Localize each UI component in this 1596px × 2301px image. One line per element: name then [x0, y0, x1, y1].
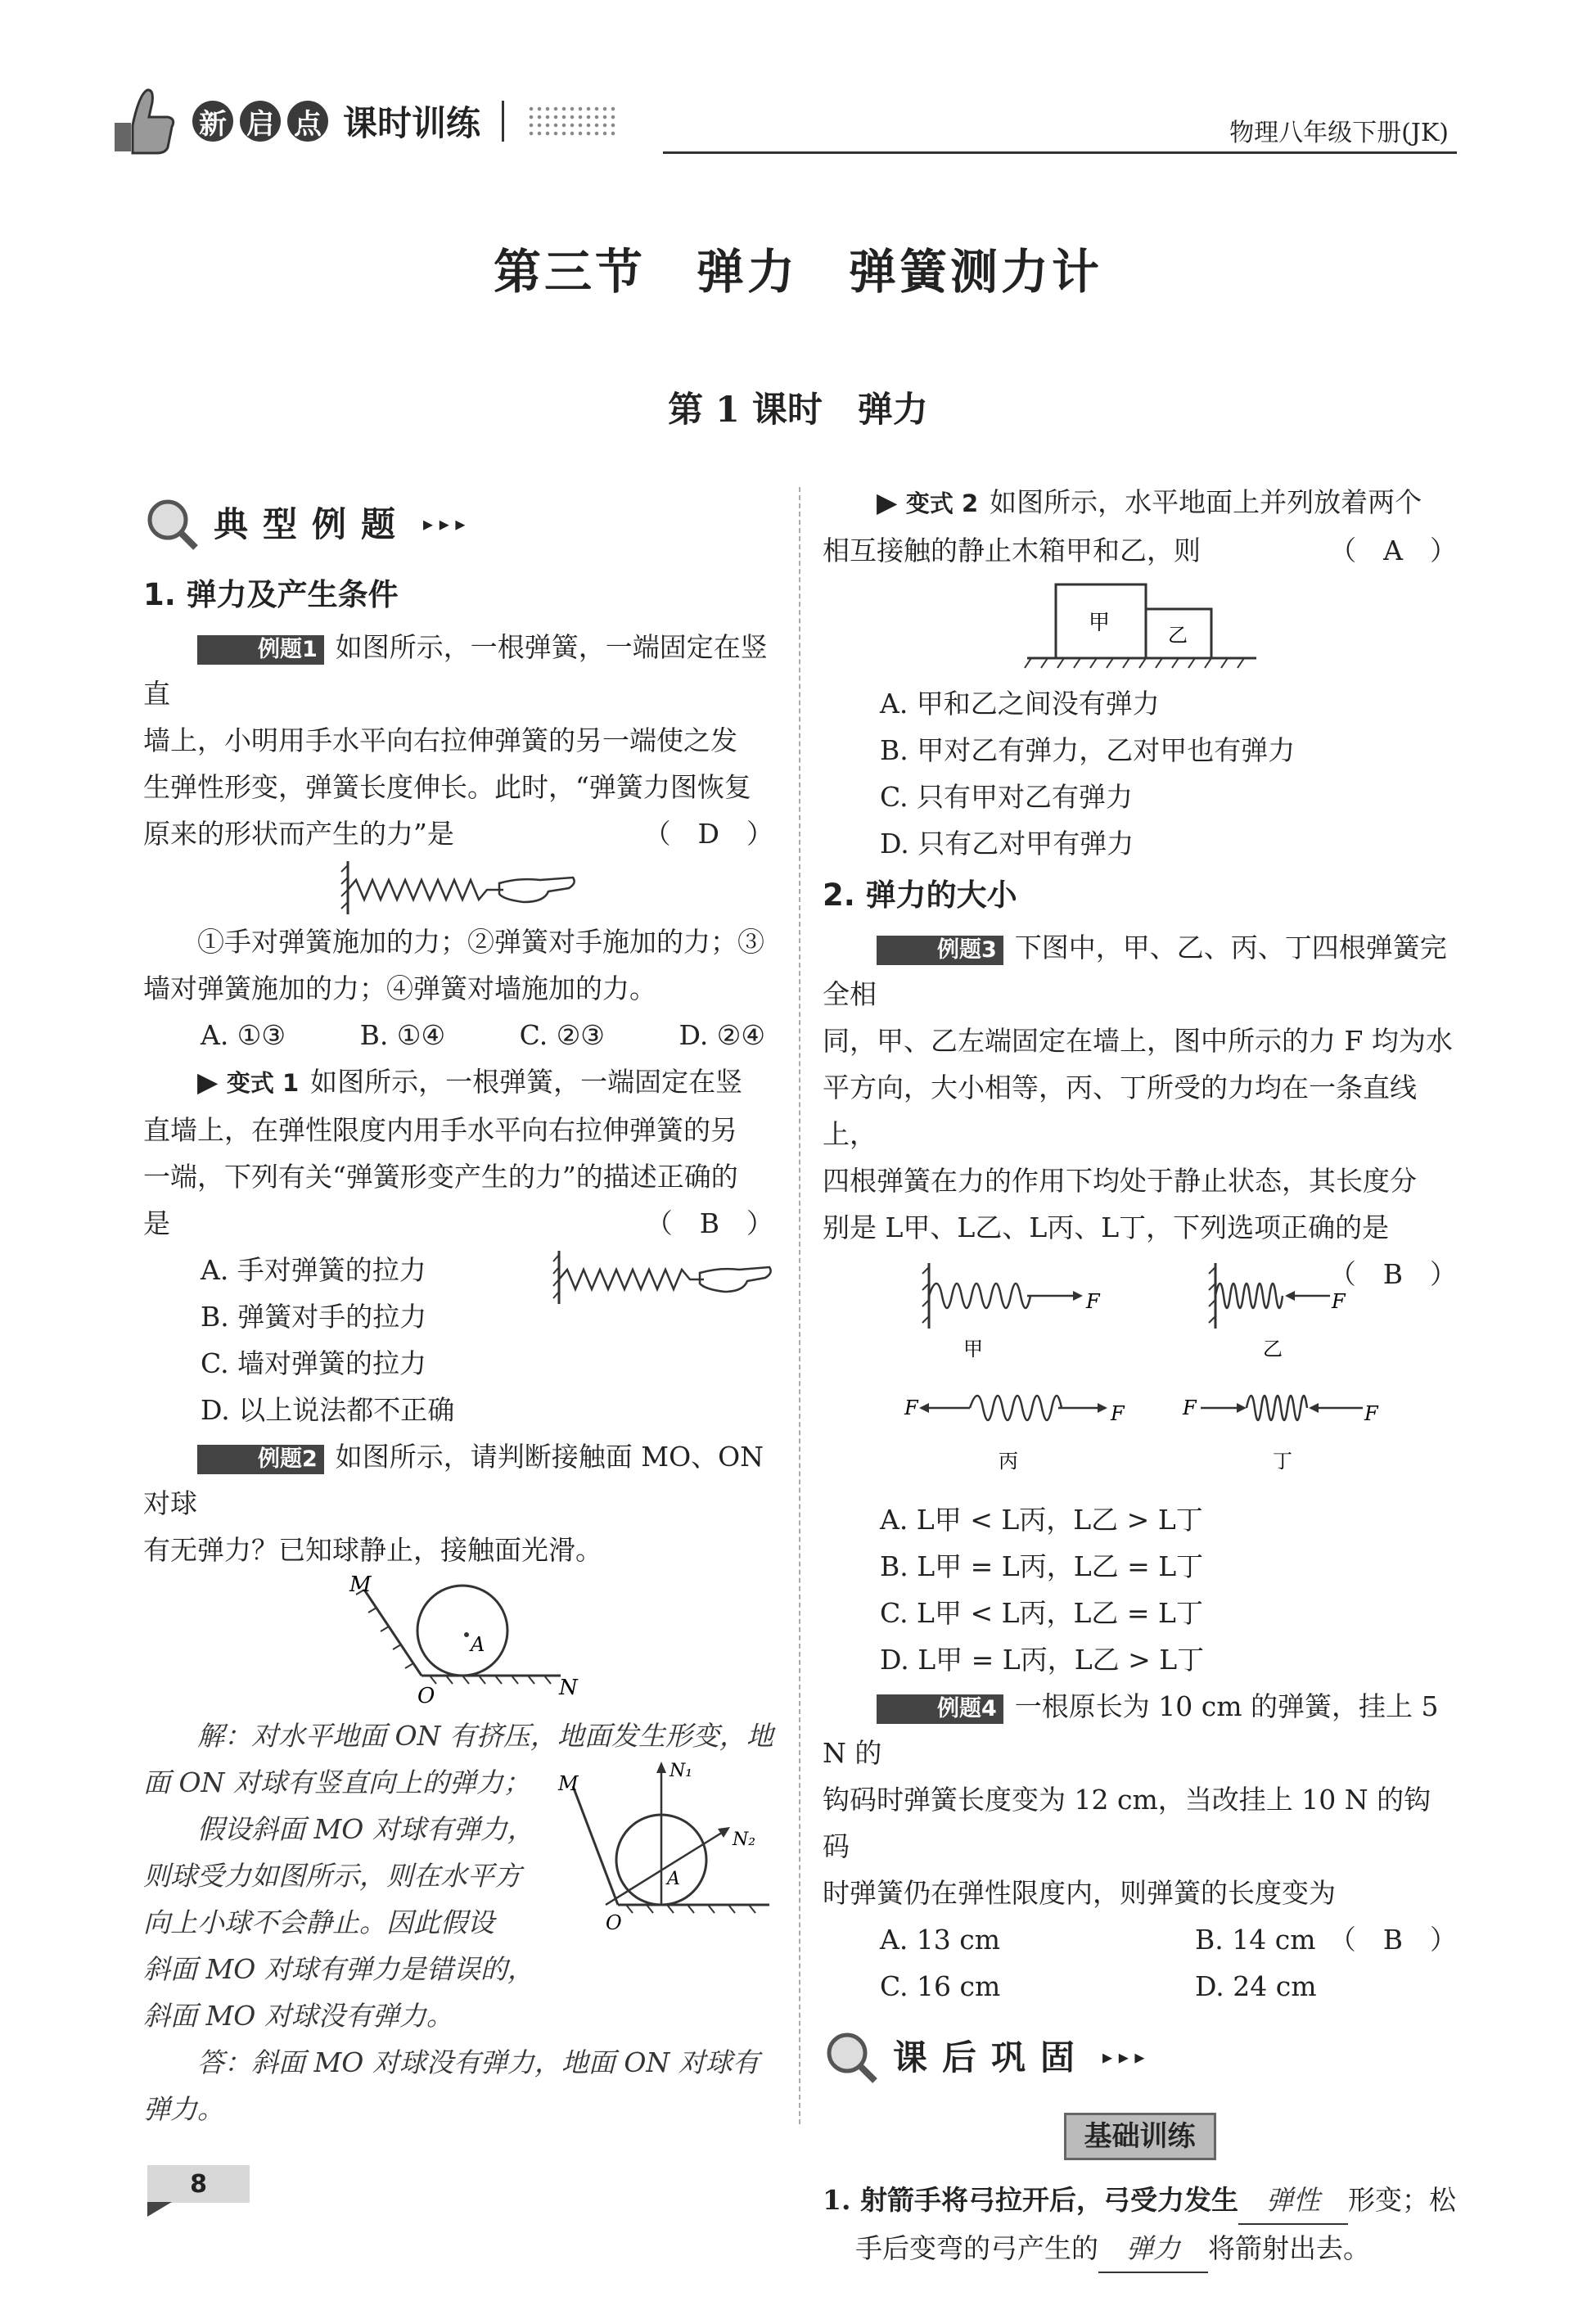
option: C. L甲 < L丙，L乙 = L丁: [880, 1597, 1203, 1629]
example-tag: 例题3: [877, 936, 1003, 965]
option: A. 手对弹簧的拉力: [201, 1254, 426, 1286]
example-4-line: 时弹簧仍在弹性限度内，则弹簧的长度变为 （ B ）: [823, 1870, 1457, 1916]
variant-1-options: [143, 1247, 773, 1433]
option: A. 甲和乙之间没有弹力: [880, 688, 1160, 720]
answer: （ B ）: [1328, 1924, 1457, 1956]
svg-text:F: F: [904, 1396, 918, 1419]
left-column: [143, 491, 773, 2132]
right-column: [823, 479, 1457, 2273]
brand-char-2: 启: [240, 101, 281, 142]
option: C. 只有甲对乙有弹力: [880, 781, 1134, 813]
svg-text:F: F: [1086, 1290, 1100, 1313]
answer-blank: 弹力: [1098, 2225, 1208, 2273]
section-header-review: [823, 2016, 1457, 2098]
option: D. 只有乙对甲有弹力: [880, 828, 1134, 859]
answer-blank: 弹性: [1238, 2177, 1348, 2225]
svg-text:N: N: [559, 1676, 578, 1700]
option: D. 以上说法都不正确: [201, 1394, 455, 1426]
svg-text:F: F: [1332, 1290, 1346, 1313]
example-tag: 例题4: [877, 1694, 1003, 1724]
example-3-line: 平方向，大小相等，丙、丁所受的力均在一条直线上，: [823, 1072, 1417, 1150]
column-divider: [799, 487, 800, 2124]
example-1-line: 墙上，小明用手水平向右拉伸弹簧的另一端使之发: [143, 724, 737, 756]
answer: （ B ）: [1328, 1258, 1457, 1290]
option: A. L甲 < L丙，L乙 > L丁: [880, 1504, 1203, 1536]
svg-text:丙: 丙: [999, 1450, 1018, 1473]
variant-1-line: 直墙上，在弹性限度内用手水平向右拉伸弹簧的另: [143, 1114, 737, 1146]
variant-1-line: 是 （ B ）: [143, 1200, 773, 1247]
handwritten-solution: 解：对水平地面 ON 有挤压，地面发生形变，地 面 ON 对球有竖直向上的弹力； 假设斜面 MO 对球有弹力， 则球受力如图所示，则在水平方 向上小球不会静止。因此假设 斜面 MO 对球有弹力是错误的， 斜面 MO 对球没有弹力。 答：斜面 MO 对球没有弹力，地面 ON 对球有 弹力。 M N₁ N₂ A O: [143, 1712, 773, 2132]
brand-text: 课时训练: [343, 103, 481, 143]
option: C. 墙对弹簧的拉力: [201, 1347, 427, 1379]
svg-text:甲: 甲: [963, 1338, 983, 1360]
svg-text:F: F: [1364, 1402, 1378, 1425]
example-3-line: 别是 L甲、L乙、L丙、L丁，下列选项正确的是 （ B ）: [823, 1204, 1457, 1251]
lesson-title: 第 1 课时 弹力: [668, 390, 928, 431]
option: B. 弹簧对手的拉力: [201, 1301, 427, 1333]
option: B. 甲对乙有弹力，乙对甲也有弹力: [880, 734, 1296, 766]
four-springs-figure: [823, 1251, 1457, 1496]
example-3-line: 四根弹簧在力的作用下均处于静止状态，其长度分: [823, 1165, 1417, 1197]
boxes-figure: [823, 574, 1457, 680]
example-3-line: 例题3 下图中，甲、乙、丙、丁四根弹簧完全相: [823, 932, 1447, 1010]
svg-text:F: F: [1111, 1402, 1125, 1425]
option: D. L甲 = L丙，L乙 > L丁: [880, 1644, 1205, 1676]
example-2-line: 有无弹力？已知球静止，接触面光滑。: [143, 1534, 602, 1566]
example-1-line: 原来的形状而产生的力”是 （ D ）: [143, 810, 773, 857]
option: B. L甲 = L丙，L乙 = L丁: [880, 1550, 1204, 1582]
answer: （ A ）: [1329, 535, 1457, 566]
brand-char-1: 新: [192, 101, 233, 142]
variant-1-line: 一端，下列有关“弹簧形变产生的力”的描述正确的: [143, 1161, 738, 1193]
question-1-line: 手后变弯的弓产生的 弹力 将箭射出去。: [823, 2225, 1457, 2273]
magnifier-icon: [823, 2028, 880, 2086]
topic-heading: 2. 弹力的大小: [823, 878, 1017, 913]
option: D. ②④: [679, 1019, 765, 1051]
variant-2-line: 相互接触的静止木箱甲和乙，则 （ A ）: [823, 527, 1457, 574]
ball-figure-1: [143, 1573, 773, 1712]
example-3-line: 同，甲、乙左端固定在墙上，图中所示的力 F 均为水: [823, 1025, 1453, 1057]
section-header-examples: [143, 491, 773, 557]
variant-2-line: ▶ 变式 2 如图所示，水平地面上并列放着两个: [877, 486, 1422, 518]
option: C. ②③: [519, 1019, 605, 1051]
svg-text:A: A: [471, 1633, 485, 1656]
brand-char-3: 点: [287, 101, 328, 142]
arrows-icon: ▸ ▸ ▸: [423, 512, 466, 535]
variant-1-line: ▶ 变式 1 如图所示，一根弹簧，一端固定在竖: [197, 1066, 743, 1098]
option: B. ①④: [359, 1019, 446, 1051]
option: C. 16 cm: [880, 1970, 1001, 2002]
thumbs-up-logo-icon: [98, 78, 180, 163]
ball-figure-2: [557, 1753, 778, 1942]
example-4-options-row: [823, 1963, 1457, 2010]
svg-text:O: O: [417, 1684, 435, 1708]
page-corner: [147, 2202, 172, 2217]
spring-figure-2: [552, 1247, 773, 1308]
variant-label: 变式 2: [905, 490, 979, 517]
svg-text:O: O: [606, 1911, 622, 1934]
dot-pattern: [527, 105, 617, 138]
example-1-line: 例题1 如图所示，一根弹簧，一端固定在竖直: [143, 631, 768, 710]
example-4-options-row: [823, 1916, 1329, 1963]
page-number: 8: [147, 2165, 250, 2203]
arrows-icon: ▸ ▸ ▸: [1102, 2045, 1145, 2069]
magnifier-icon: [143, 495, 201, 553]
book-label: 物理八年级下册(JK): [1229, 119, 1449, 147]
svg-text:N₁: N₁: [670, 1761, 693, 1781]
play-icon: ▶: [197, 1066, 219, 1098]
statement-line: 墙对弹簧施加的力；④弹簧对墙施加的力。: [143, 972, 656, 1004]
statement-line: ①手对弹簧施加的力；②弹簧对手施加的力；③: [197, 926, 764, 958]
play-icon: ▶: [877, 486, 898, 518]
chapter-title: 第三节 弹力 弹簧测力计: [493, 244, 1102, 300]
svg-text:M: M: [349, 1573, 372, 1597]
example-4-line: 例题4 一根原长为 10 cm 的弹簧，挂上 5 N 的: [823, 1690, 1439, 1769]
svg-text:乙: 乙: [1168, 624, 1188, 647]
question-1-line: 1. 射箭手将弓拉开后，弓受力发生 弹性 形变；松: [823, 2177, 1457, 2225]
svg-text:F: F: [1183, 1396, 1197, 1419]
basic-training-banner: [823, 2113, 1457, 2160]
header-rule: [663, 151, 1457, 154]
svg-text:丁: 丁: [1273, 1450, 1292, 1473]
svg-text:甲: 甲: [1089, 611, 1111, 635]
example-2-line: 例题2 如图所示，请判断接触面 MO、ON 对球: [143, 1441, 764, 1519]
svg-text:N₂: N₂: [733, 1830, 756, 1850]
answer: （ B ）: [645, 1207, 773, 1239]
section-title: 典型例题: [214, 503, 411, 544]
example-1-options: [143, 1012, 773, 1058]
svg-text:A: A: [667, 1869, 680, 1889]
option: B. 14 cm: [1195, 1924, 1316, 1956]
basic-training-label: 基础训练: [1064, 2113, 1216, 2160]
example-1-line: 生弹性形变，弹簧长度伸长。此时，“弹簧力图恢复: [143, 771, 751, 803]
option: A. ①③: [201, 1019, 286, 1051]
section-title: 课后巩固: [893, 2037, 1090, 2078]
answer: （ D ）: [643, 818, 773, 850]
svg-text:乙: 乙: [1263, 1338, 1283, 1360]
header-brand: [192, 97, 617, 146]
topic-heading: 1. 弹力及产生条件: [143, 577, 399, 612]
option: A. 13 cm: [880, 1924, 1001, 1956]
example-tag: 例题2: [197, 1445, 324, 1474]
variant-label: 变式 1: [226, 1069, 300, 1097]
example-4-line: 钩码时弹簧长度变为 12 cm，当改挂上 10 N 的钩码: [823, 1784, 1431, 1862]
svg-text:M: M: [558, 1772, 579, 1795]
option: D. 24 cm: [1195, 1970, 1317, 2002]
example-tag: 例题1: [197, 635, 324, 665]
spring-figure-1: [143, 857, 773, 918]
